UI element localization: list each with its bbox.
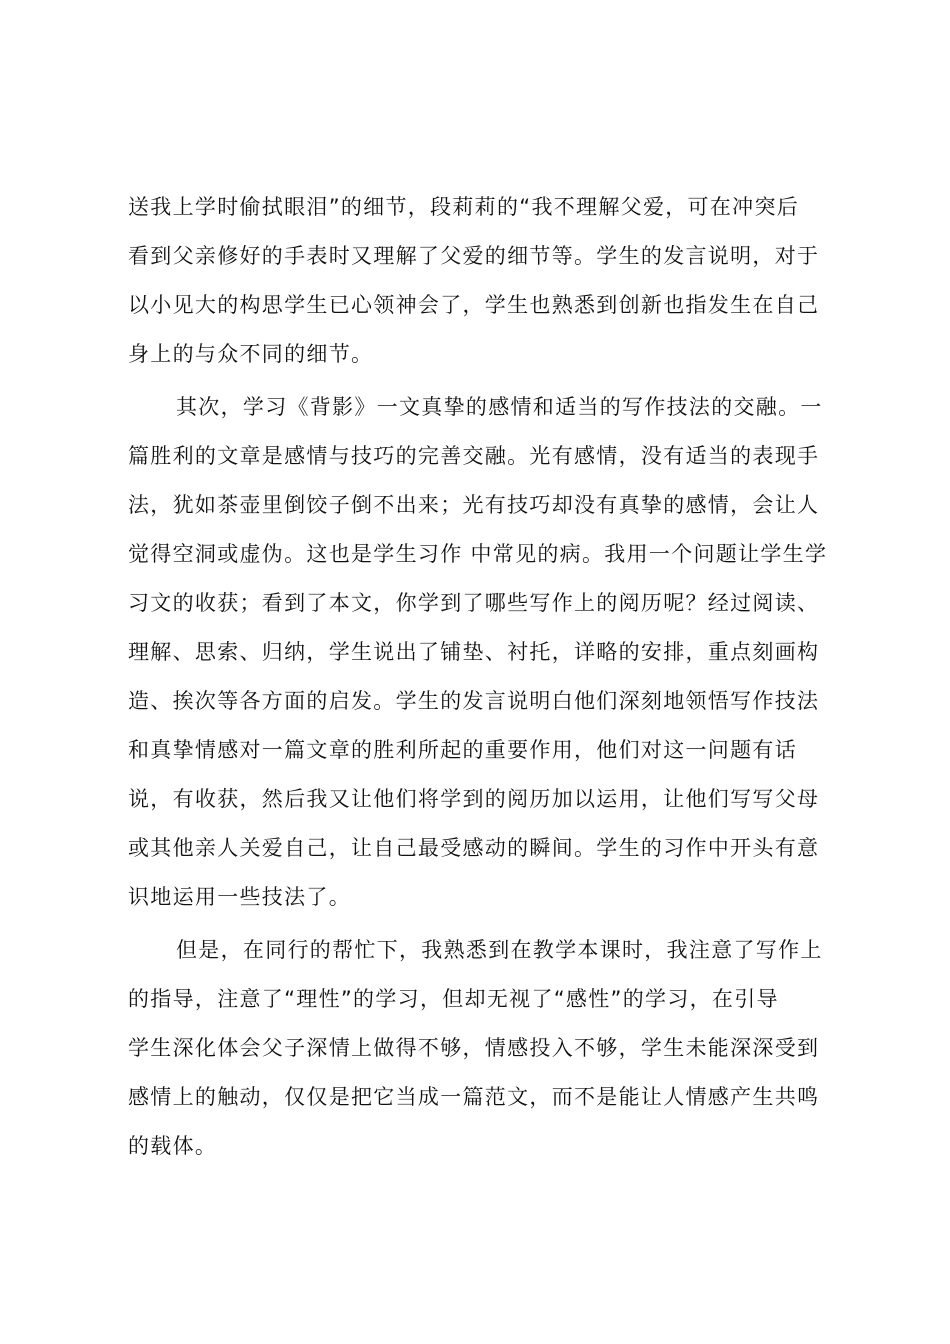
- text-line: 理解、思索、归纳，学生说出了铺垫、衬托，详略的安排，重点刻画构: [128, 640, 820, 664]
- text-line: 觉得空洞或虚伪。这也是学生习作 中常见的病。我用一个问题让学生学: [128, 542, 828, 566]
- text-line: 识地运用一些技法了。: [128, 885, 351, 909]
- document-body: [128, 183, 828, 1171]
- text-line: 和真挚情感对一篇文章的胜利所起的重要作用，他们对这一问题有话: [128, 738, 797, 762]
- text-line: 篇胜利的文章是感情与技巧的完善交融。光有感情，没有适当的表现手: [128, 444, 820, 468]
- text-line: 学生深化体会父子深情上做得不够，情感投入不够，学生未能深深受到: [128, 1036, 820, 1060]
- text-line: 感情上的触动，仅仅是把它当成一篇范文，而不是能让人情感产生共鸣: [128, 1085, 820, 1109]
- text-line: 或其他亲人关爱自己，让自己最受感动的瞬间。学生的习作中开头有意: [128, 836, 820, 860]
- text-line: 送我上学时偷拭眼泪”的细节，段莉莉的“我不理解父爱，可在冲突后: [128, 195, 800, 219]
- text-line: 以小见大的构思学生已心领神会了，学生也熟悉到创新也指发生在自己: [128, 293, 820, 317]
- paragraph-1: [128, 183, 828, 379]
- text-line: 法，犹如茶壶里倒饺子倒不出来；光有技巧却没有真挚的感情，会让人: [128, 493, 820, 517]
- text-line: 其次，学习《背影》一文真挚的感情和适当的写作技法的交融。一: [176, 395, 823, 419]
- text-line: 身上的与众不同的细节。: [128, 342, 374, 366]
- text-line: 习文的收获；看到了本文，你学到了哪些写作上的阅历呢？经过阅读、: [128, 591, 820, 615]
- paragraph-3: [128, 926, 828, 1171]
- text-line: 看到父亲修好的手表时又理解了父爱的细节等。学生的发言说明，对于: [128, 244, 820, 268]
- text-line: 的指导，注意了“理性”的学习，但却无视了“感性”的学习，在引导: [128, 987, 779, 1011]
- paragraph-2: [128, 383, 828, 922]
- text-line: 的载体。: [128, 1134, 218, 1158]
- text-line: 但是，在同行的帮忙下，我熟悉到在教学本课时，我注意了写作上: [176, 938, 823, 962]
- text-line: 说，有收获，然后我又让他们将学到的阅历加以运用，让他们写写父母: [128, 787, 820, 811]
- text-line: 造、挨次等各方面的启发。学生的发言说明白他们深刻地领悟写作技法: [128, 689, 820, 713]
